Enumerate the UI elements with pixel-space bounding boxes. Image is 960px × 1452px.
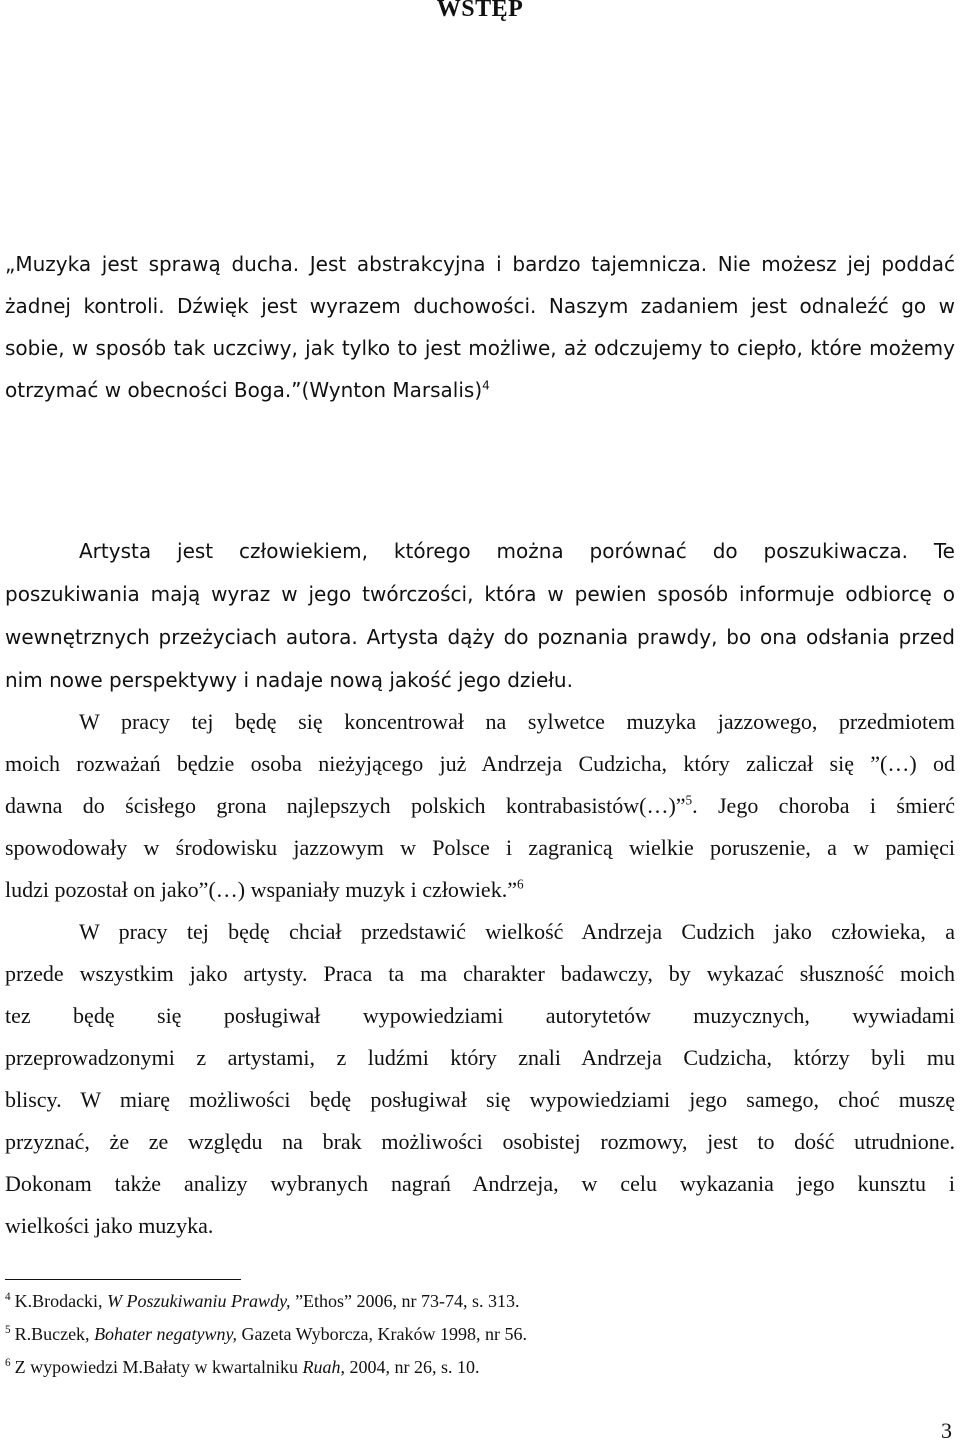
paragraph-line: W pracy tej będę chciał przedstawić wielkość Andrzeja Cudzich jako człowieka, a: [79, 919, 955, 944]
paragraph-line: Dokonam także analizy wybranych nagrań Andrzeja, w celu wykazania jego kunsztu i: [5, 1171, 955, 1196]
paragraph-text: dawna do ścisłego grona najlepszych polskich kontrabasistów(…)”: [5, 793, 686, 818]
quote-line: [5, 369, 955, 411]
footnote-text: Gazeta Wyborcza, Kraków 1998, nr 56.: [237, 1324, 528, 1344]
paragraph-line: wewnętrznych przeżyciach autora. Artysta dąży do poznania prawdy, bo ona odsłania przed: [5, 625, 955, 649]
paragraph-line: moich rozważań będzie osoba nieżyjącego już Andrzeja Cudzicha, który zaliczał się ”(…) od: [5, 751, 955, 776]
paragraph-intro: [5, 530, 955, 702]
paragraph-subject: [5, 701, 955, 911]
paragraph-line: poszukiwania mają wyraz w jego twórczości, która w pewien sposób informuje odbiorcę o: [5, 582, 955, 606]
footnote-separator: [5, 1279, 241, 1280]
page-title: WSTĘP: [436, 0, 524, 22]
footnote-5: [5, 1323, 527, 1345]
paragraph-text: ludzi pozostał on jako”(…) wspaniały muzyk i człowiek.”: [5, 877, 517, 902]
footnote-ref-6: 6: [516, 876, 524, 892]
paragraph-line: wielkości jako muzyka.: [5, 1213, 214, 1238]
paragraph-line: [5, 785, 955, 827]
paragraph-line: Artysta jest człowiekiem, którego można porównać do poszukiwacza. Te: [79, 539, 955, 563]
footnote-title: Bohater negatywny,: [94, 1324, 238, 1344]
paragraph-line: nim nowe perspektywy i nadaje nową jakość jego dziełu.: [5, 668, 573, 692]
footnote-6: [5, 1356, 480, 1378]
quote-text: otrzymać w obecności Boga.”(Wynton Marsalis): [5, 378, 483, 402]
quote-line: żadnej kontroli. Dźwięk jest wyrazem duchowości. Naszym zadaniem jest odnaleźć go w: [5, 294, 955, 318]
paragraph-line: [5, 869, 955, 911]
footnote-ref-4: 4: [482, 378, 490, 393]
paragraph-line: przyznać, że ze względu na brak możliwości osobistej rozmowy, jest to dość utrudnione.: [5, 1129, 955, 1154]
footnote-text: , 2004, nr 26, s. 10.: [340, 1357, 480, 1377]
footnote-number: 5: [5, 1324, 11, 1336]
footnote-number: 4: [5, 1291, 11, 1303]
footnote-4: [5, 1290, 520, 1312]
quote-line: „Muzyka jest sprawą ducha. Jest abstrakcyjna i bardzo tajemnicza. Nie możesz jej poddać: [5, 252, 955, 276]
paragraph-line: przede wszystkim jako artysty. Praca ta ma charakter badawczy, by wykazać słuszność moich: [5, 961, 955, 986]
footnote-title: W Poszukiwaniu Prawdy,: [107, 1291, 291, 1311]
footnote-text: Z wypowiedzi M.Bałaty w kwartalniku: [14, 1357, 303, 1377]
footnote-text: R.Buczek,: [14, 1324, 95, 1344]
page-number: 3: [941, 1418, 952, 1443]
paragraph-line: bliscy. W miarę możliwości będę posługiwał się wypowiedziami jego samego, choć muszę: [5, 1087, 955, 1112]
paragraph-line: przeprowadzonymi z artystami, z ludźmi który znali Andrzeja Cudzicha, którzy byli mu: [5, 1045, 955, 1070]
paragraph-line: W pracy tej będę się koncentrował na sylwetce muzyka jazzowego, przedmiotem: [79, 709, 955, 734]
paragraph-line: spowodowały w środowisku jazzowym w Polsce i zagranicą wielkie poruszenie, a w pamięci: [5, 835, 955, 860]
footnote-number: 6: [5, 1357, 11, 1369]
footnote-title: Ruah: [302, 1357, 341, 1377]
paragraph-text: . Jego choroba i śmierć: [692, 793, 955, 818]
paragraph-goals: [5, 911, 955, 1247]
opening-quote: [5, 243, 955, 411]
paragraph-line: tez będę się posługiwał wypowiedziami autorytetów muzycznych, wywiadami: [5, 1003, 955, 1028]
quote-line: sobie, w sposób tak uczciwy, jak tylko to jest możliwe, aż odczujemy to ciepło, które możemy: [5, 336, 955, 360]
footnote-text: K.Brodacki,: [14, 1291, 108, 1311]
footnote-ref-5: 5: [685, 792, 693, 808]
footnote-text: ”Ethos” 2006, nr 73-74, s. 313.: [290, 1291, 520, 1311]
